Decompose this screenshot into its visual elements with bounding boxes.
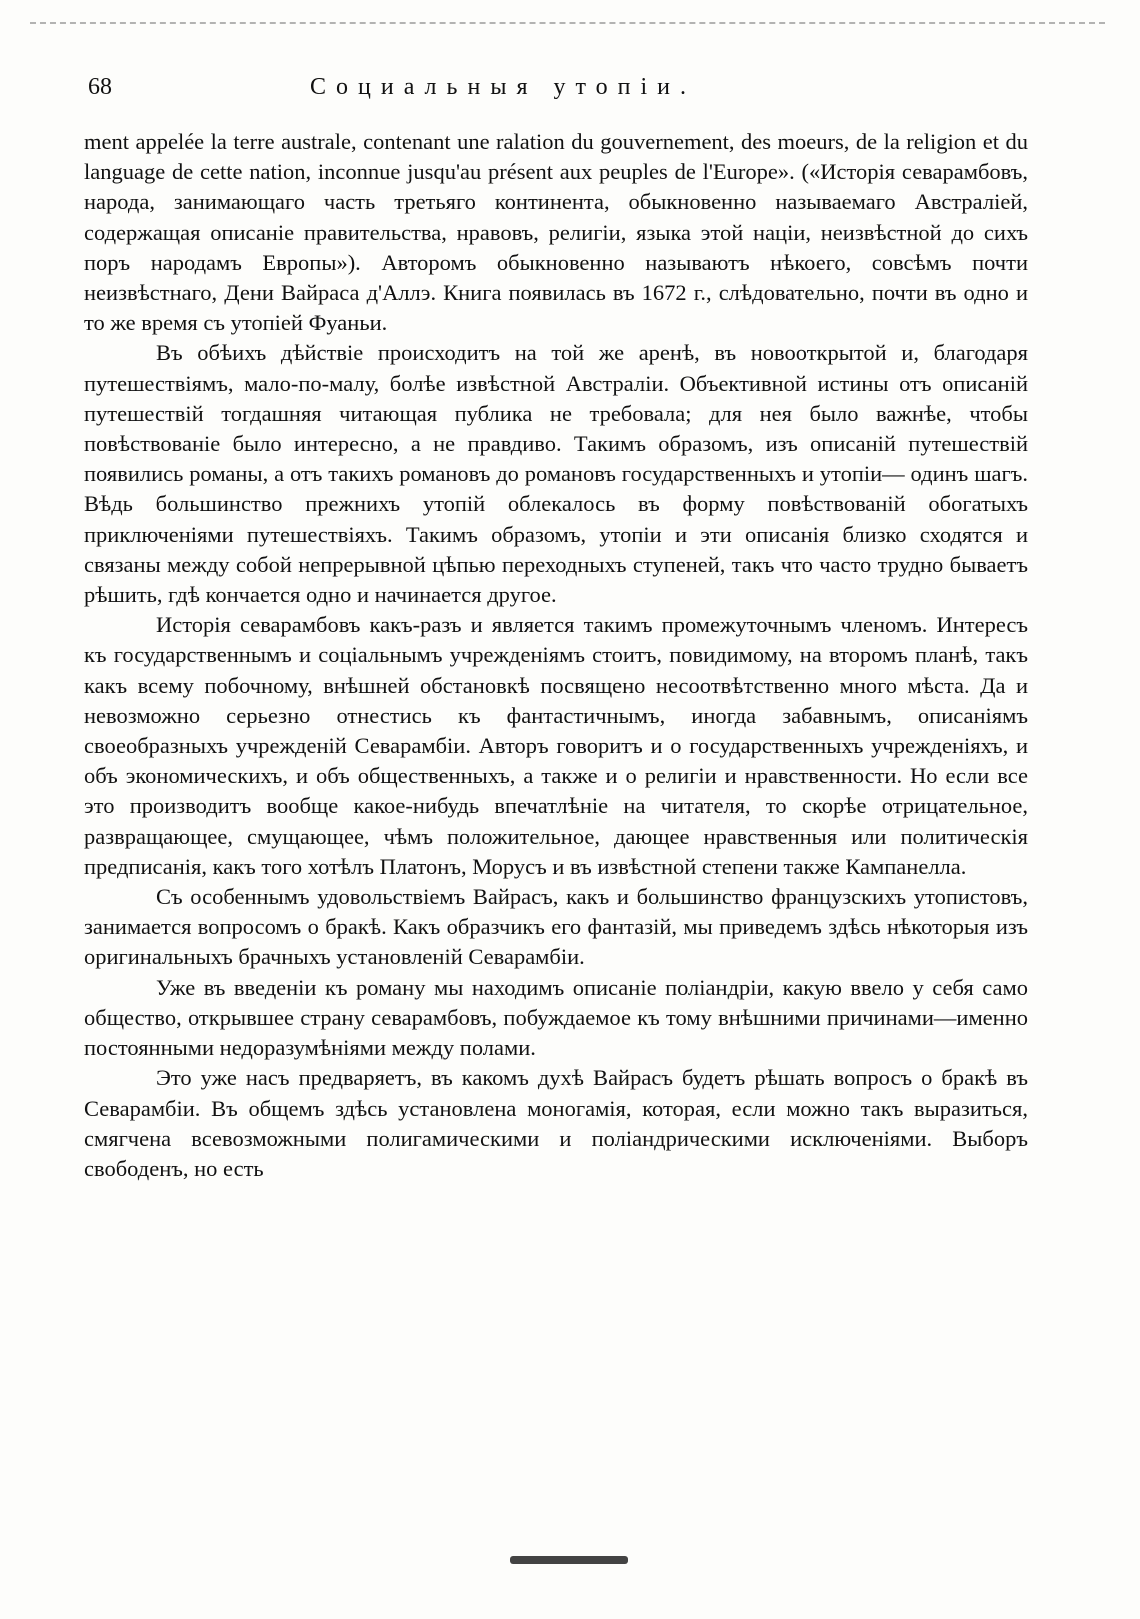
paragraph-4: Съ особеннымъ удовольствіемъ Вайрасъ, какъ и большинство французскихъ утопистовъ, занимается вопросомъ о бракѣ. Какъ образчикъ его фантазій, мы приведемъ здѣсь нѣкоторыя изъ оригинальныхъ брачныхъ установленій Севарамбіи.: [84, 884, 1028, 970]
bottom-printer-mark: [510, 1556, 628, 1564]
top-edge-rule: [30, 22, 1105, 24]
paragraph-2: Въ обѣихъ дѣйствіе происходитъ на той же аренѣ, въ новооткрытой и, благодаря путешествіямъ, мало-по-малу, болѣе извѣстной Австраліи. Объективной истины отъ описаній путешествій тогдашняя читающая публика не требовала; для нея было важнѣе, чтобы повѣствованіе было интересно, а не правдиво. Такимъ образомъ, изъ описаній путешествій появились романы, а отъ такихъ романовъ до романовъ государственныхъ и утопіи— одинъ шагъ. Вѣдь большинство прежнихъ утопій облекалось въ форму повѣствованій обогатыхъ приключеніями путешествіяхъ. Такимъ образомъ, утопіи и эти описанія близко сходятся и связаны между собой непрерывной цѣпью переходныхъ ступеней, такъ что часто трудно бываетъ рѣшить, гдѣ кончается одно и начинается другое.: [84, 340, 1028, 608]
body-text: [84, 127, 1028, 1537]
page-header: [88, 74, 1018, 114]
paragraph-3: Исторія севарамбовъ какъ-разъ и является такимъ промежуточнымъ членомъ. Интересъ къ государственнымъ и соціальнымъ учрежденіямъ стоитъ, повидимому, на второмъ планѣ, такъ какъ всему побочному, внѣшней обстановкѣ посвящено несоотвѣтственно много мѣста. Да и невозможно серьезно отнестись къ фантастичнымъ, иногда забавнымъ, описаніямъ своеобразныхъ учрежденій Севарамбіи. Авторъ говоритъ и о государственныхъ учрежденіяхъ, и объ экономическихъ, и объ общественныхъ, а также и о религіи и нравственности. Но если все это производитъ вообще какое-нибудь впечатлѣніе на читателя, то скорѣе отрицательное, развращающее, смущающее, чѣмъ положительное, дающее нравственныя или политическія предписанія, какъ того хотѣлъ Платонъ, Морусъ и въ извѣстной степени также Кампанелла.: [84, 612, 1028, 879]
page-number: 68: [88, 74, 112, 100]
running-title: Социальныя утопіи.: [310, 74, 697, 100]
paragraph-5: Уже въ введеніи къ роману мы находимъ описаніе поліандріи, какую ввело у себя само общество, открывшее страну севарамбовъ, побуждаемое къ тому внѣшними причинами—именно постоянными недоразумѣніями между полами.: [84, 974, 1028, 1061]
paragraph-1: ment appelée la terre australe, contenant une ralation du gouvernement, des moeurs, de la religion et du language de cette nation, inconnue jusqu'au présent aux peuples de l'Europe». («Исторія севарамбовъ, народа, занимающаго часть третьяго континента, обыкновенно называемаго Австраліей, содержащая описаніе правительства, нравовъ, религіи, языка этой націи, неизвѣстной до сихъ поръ народамъ Европы»). Авторомъ обыкновенно называютъ нѣкоего, совсѣмъ почти неизвѣстнаго, Дени Вайраса д'Аллэ. Книга появилась въ 1672 г., слѣдовательно, почти въ одно и то же время съ утопіей Фуаньи.: [84, 129, 1028, 336]
paragraph-6: Это уже насъ предваряетъ, въ какомъ духѣ Вайрасъ будетъ рѣшать вопросъ о бракѣ въ Севарамбіи. Въ общемъ здѣсь установлена моногамія, которая, если можно такъ выразиться, смягчена всевозможными полигамическими и поліандрическими исключеніями. Выборъ свободенъ, но есть: [84, 1065, 1028, 1181]
